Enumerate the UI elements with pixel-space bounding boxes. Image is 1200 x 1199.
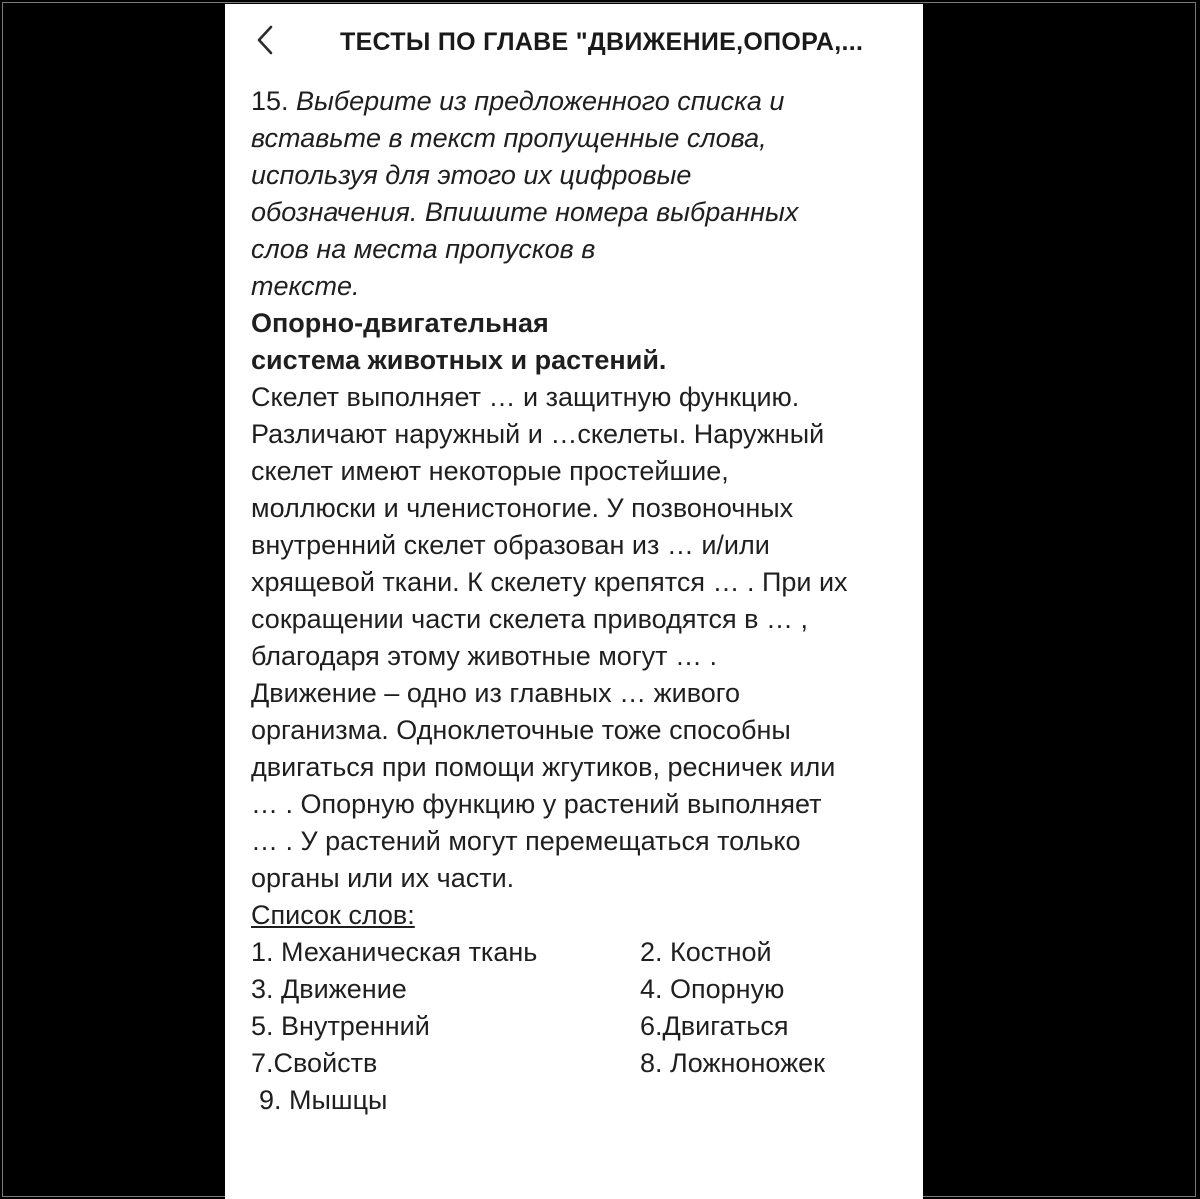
text-line: внутренний скелет образован из … и/или <box>251 530 770 560</box>
word-option: 4. Опорную <box>640 974 785 1004</box>
word-option: 2. Костной <box>640 937 772 967</box>
instruction-line: используя для этого их цифровые <box>251 160 692 190</box>
section-heading: система животных и растений. <box>251 345 667 375</box>
text-line: … . Опорную функцию у растений выполняет <box>251 789 822 819</box>
text-line: Движение – одно из главных … живого <box>251 678 741 708</box>
text-line: благодаря этому животные могут … . <box>251 641 718 671</box>
instruction-line: 15. Выберите из предложенного списка и <box>251 86 785 116</box>
text-line: сокращении части скелета приводятся в … , <box>251 604 808 634</box>
back-button[interactable] <box>247 20 287 60</box>
text-line: двигаться при помощи жгутиков, ресничек или <box>251 752 836 782</box>
text-line: хрящевой ткани. К скелету крепятся … . При их <box>251 567 848 597</box>
text-line: Скелет выполняет … и защитную функцию. <box>251 382 800 412</box>
text-line: скелет имеют некоторые простейшие, <box>251 456 729 486</box>
page-title: ТЕСТЫ ПО ГЛАВЕ "ДВИЖЕНИЕ,ОПОРА,... <box>340 28 864 56</box>
word-option: 6.Двигаться <box>640 1011 789 1041</box>
word-option: 8. Ложноножек <box>640 1048 825 1078</box>
word-row <box>251 971 911 1008</box>
top-bar <box>225 4 923 78</box>
word-row <box>251 1008 911 1045</box>
instruction-line: вставьте в текст пропущенные слова, <box>251 123 767 153</box>
question-number: 15. <box>251 86 289 116</box>
word-option: 3. Движение <box>251 974 407 1004</box>
word-option: 9. Мышцы <box>259 1085 388 1115</box>
word-row <box>251 934 911 971</box>
instruction-line: слов на места пропусков в <box>251 234 596 264</box>
word-option: 1. Механическая ткань <box>251 937 538 967</box>
question-content <box>251 83 911 1119</box>
instruction-line: обозначения. Впишите номера выбранных <box>251 197 799 227</box>
text-line: органы или их части. <box>251 863 515 893</box>
word-row <box>251 1082 911 1119</box>
text-line: … . У растений могут перемещаться только <box>251 826 801 856</box>
chevron-left-icon <box>247 20 287 60</box>
word-list-title: Список слов: <box>251 900 415 930</box>
text-line: моллюски и членистоногие. У позвоночных <box>251 493 794 523</box>
word-option: 5. Внутренний <box>251 1011 430 1041</box>
text-line: Различают наружный и …скелеты. Наружный <box>251 419 825 449</box>
word-option: 7.Свойств <box>251 1048 378 1078</box>
word-list <box>251 934 911 1119</box>
app-screen <box>225 4 923 1199</box>
section-heading: Опорно-двигательная <box>251 308 549 338</box>
word-row <box>251 1045 911 1082</box>
instruction-line: тексте. <box>251 271 360 301</box>
text-line: организма. Одноклеточные тоже способны <box>251 715 791 745</box>
